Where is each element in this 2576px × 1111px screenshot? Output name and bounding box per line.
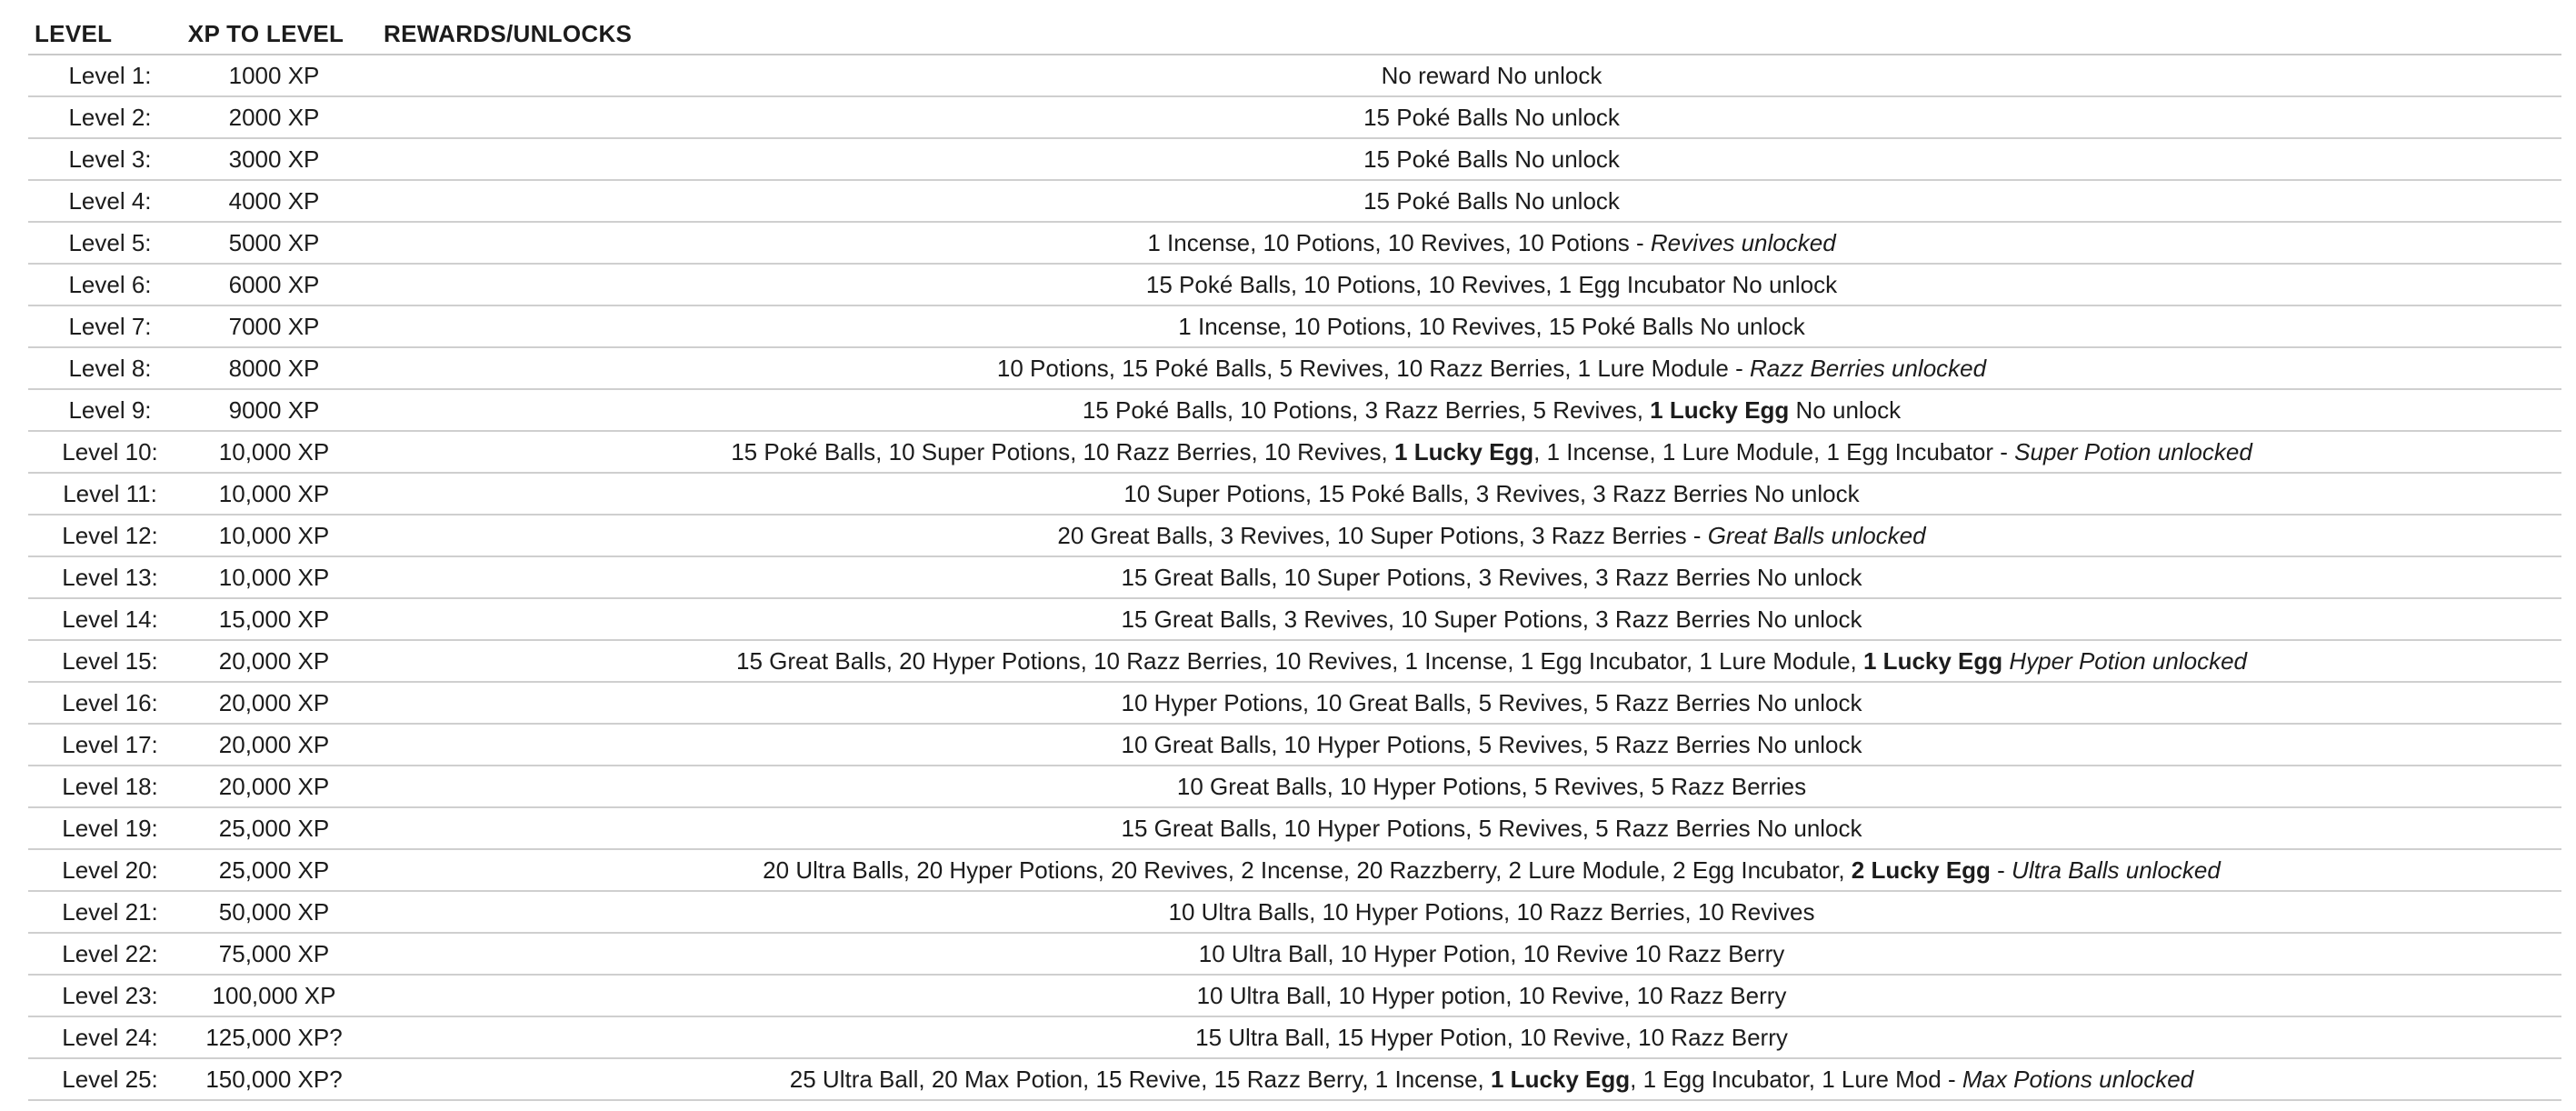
xp-cell: 1000 XP [174,55,367,96]
table-row [28,347,2561,389]
xp-cell: 125,000 XP? [174,1016,367,1058]
table-row [28,640,2561,682]
table-header [28,14,2561,55]
xp-cell: 2000 XP [174,96,367,138]
reward-highlight: 2 Lucky Egg [1851,856,1991,884]
reward-text: 25 Ultra Ball, 20 Max Potion, 15 Revive, 15 Razz Berry, 1 Incense, [789,1065,1491,1093]
reward-text: 15 Poké Balls No unlock [1363,103,1620,131]
unlock-note: Ultra Balls unlocked [2012,856,2221,884]
xp-cell: 25,000 XP [174,849,367,891]
rewards-cell [367,347,2561,389]
xp-cell: 20,000 XP [174,640,367,682]
xp-cell: 8000 XP [174,347,367,389]
rewards-cell [367,1016,2561,1058]
reward-text: 10 Hyper Potions, 10 Great Balls, 5 Revives, 5 Razz Berries No unlock [1121,688,1862,716]
reward-text: , 1 Egg Incubator, 1 Lure Mod - [1630,1065,1962,1093]
reward-highlight: 1 Lucky Egg [1863,646,2003,675]
rewards-cell [367,180,2561,222]
rewards-cell [367,305,2561,347]
rewards-cell [367,598,2561,640]
xp-cell: 100,000 XP [174,975,367,1016]
table-row [28,1016,2561,1058]
reward-text: 15 Great Balls, 3 Revives, 10 Super Potions, 3 Razz Berries No unlock [1121,605,1862,633]
table-row [28,598,2561,640]
reward-text: 15 Poké Balls No unlock [1363,186,1620,215]
unlock-note: Revives unlocked [1650,228,1836,256]
header-row [28,14,2561,55]
table-row [28,96,2561,138]
table-row [28,933,2561,975]
rewards-cell [367,766,2561,807]
unlock-note: Max Potions unlocked [1962,1065,2194,1093]
level-cell: Level 25: [28,1058,174,1100]
rewards-cell [367,473,2561,515]
reward-text: 10 Ultra Balls, 10 Hyper Potions, 10 Razz Berries, 10 Revives [1168,897,1815,926]
reward-text: 20 Ultra Balls, 20 Hyper Potions, 20 Revives, 2 Incense, 20 Razzberry, 2 Lure Module, 2 Egg Incubator, [763,856,1852,884]
table-row [28,138,2561,180]
rewards-cell [367,431,2561,473]
level-cell: Level 6: [28,264,174,305]
reward-text: 1 Incense, 10 Potions, 10 Revives, 15 Poké Balls No unlock [1178,312,1805,340]
reward-text: 15 Poké Balls, 10 Potions, 10 Revives, 1 Egg Incubator No unlock [1145,270,1838,298]
reward-highlight: 1 Lucky Egg [1491,1065,1631,1093]
xp-cell: 20,000 XP [174,724,367,766]
reward-text: , 1 Incense, 1 Lure Module, 1 Egg Incubator - [1533,437,2015,465]
reward-text: 15 Poké Balls, 10 Super Potions, 10 Razz Berries, 10 Revives, [731,437,1395,465]
level-cell: Level 21: [28,891,174,933]
reward-text: 10 Great Balls, 10 Hyper Potions, 5 Revives, 5 Razz Berries No unlock [1121,730,1862,758]
table-row [28,682,2561,724]
rewards-cell [367,891,2561,933]
xp-cell: 6000 XP [174,264,367,305]
table-row [28,305,2561,347]
table-row [28,222,2561,264]
xp-cell: 10,000 XP [174,515,367,556]
table-body [28,55,2561,1100]
table-row [28,849,2561,891]
xp-cell: 15,000 XP [174,598,367,640]
level-cell: Level 23: [28,975,174,1016]
reward-text: 10 Super Potions, 15 Poké Balls, 3 Revives, 3 Razz Berries No unlock [1123,479,1860,507]
xp-cell: 10,000 XP [174,556,367,598]
table-row [28,180,2561,222]
level-cell: Level 7: [28,305,174,347]
level-cell: Level 17: [28,724,174,766]
table-row [28,431,2561,473]
level-cell: Level 18: [28,766,174,807]
reward-text: No reward No unlock [1381,61,1603,89]
xp-cell: 9000 XP [174,389,367,431]
level-rewards-table-container [28,14,2561,1101]
xp-cell: 10,000 XP [174,431,367,473]
rewards-cell [367,849,2561,891]
table-row [28,473,2561,515]
table-row [28,389,2561,431]
level-cell: Level 5: [28,222,174,264]
rewards-cell [367,724,2561,766]
unlock-note: Great Balls unlocked [1707,521,1926,549]
level-cell: Level 10: [28,431,174,473]
reward-text: 1 Incense, 10 Potions, 10 Revives, 10 Potions - [1147,228,1651,256]
reward-text: 10 Ultra Ball, 10 Hyper potion, 10 Revive, 10 Razz Berry [1196,981,1787,1009]
header-rewards: REWARDS/UNLOCKS [367,14,2561,55]
table-row [28,556,2561,598]
rewards-cell [367,1058,2561,1100]
table-row [28,264,2561,305]
level-cell: Level 1: [28,55,174,96]
xp-cell: 3000 XP [174,138,367,180]
unlock-note: Razz Berries unlocked [1749,354,1987,382]
rewards-cell [367,389,2561,431]
reward-text: 10 Great Balls, 10 Hyper Potions, 5 Revives, 5 Razz Berries [1176,772,1807,800]
rewards-cell [367,515,2561,556]
rewards-cell [367,222,2561,264]
table-row [28,55,2561,96]
rewards-cell [367,807,2561,849]
table-row [28,724,2561,766]
table-row [28,766,2561,807]
reward-text: 20 Great Balls, 3 Revives, 10 Super Potions, 3 Razz Berries - [1057,521,1708,549]
rewards-cell [367,55,2561,96]
reward-text: 15 Poké Balls, 10 Potions, 3 Razz Berries, 5 Revives, [1082,395,1651,424]
level-cell: Level 24: [28,1016,174,1058]
rewards-cell [367,138,2561,180]
level-cell: Level 14: [28,598,174,640]
reward-text: 15 Great Balls, 20 Hyper Potions, 10 Razz Berries, 10 Revives, 1 Incense, 1 Egg Incubator, 1 Lure Module, [735,646,1863,675]
xp-cell: 150,000 XP? [174,1058,367,1100]
xp-cell: 25,000 XP [174,807,367,849]
reward-highlight: 1 Lucky Egg [1394,437,1534,465]
rewards-cell [367,933,2561,975]
reward-text: 15 Ultra Ball, 15 Hyper Potion, 10 Revive, 10 Razz Berry [1195,1023,1788,1051]
reward-text: 15 Great Balls, 10 Hyper Potions, 5 Revives, 5 Razz Berries No unlock [1121,814,1862,842]
level-rewards-table [28,14,2561,1101]
header-xp: XP TO LEVEL [174,14,367,55]
level-cell: Level 8: [28,347,174,389]
xp-cell: 20,000 XP [174,682,367,724]
level-cell: Level 16: [28,682,174,724]
rewards-cell [367,640,2561,682]
rewards-cell [367,556,2561,598]
table-row [28,807,2561,849]
level-cell: Level 15: [28,640,174,682]
level-cell: Level 20: [28,849,174,891]
reward-text: 10 Potions, 15 Poké Balls, 5 Revives, 10 Razz Berries, 1 Lure Module - [996,354,1750,382]
level-cell: Level 22: [28,933,174,975]
xp-cell: 50,000 XP [174,891,367,933]
level-cell: Level 19: [28,807,174,849]
table-row [28,1058,2561,1100]
rewards-cell [367,682,2561,724]
xp-cell: 5000 XP [174,222,367,264]
level-cell: Level 13: [28,556,174,598]
xp-cell: 10,000 XP [174,473,367,515]
table-row [28,891,2561,933]
reward-text: 10 Ultra Ball, 10 Hyper Potion, 10 Revive 10 Razz Berry [1198,939,1785,967]
level-cell: Level 4: [28,180,174,222]
unlock-note: Hyper Potion unlocked [2009,646,2247,675]
reward-text: - [1990,856,2012,884]
xp-cell: 20,000 XP [174,766,367,807]
level-cell: Level 3: [28,138,174,180]
table-row [28,975,2561,1016]
level-cell: Level 12: [28,515,174,556]
level-cell: Level 11: [28,473,174,515]
xp-cell: 4000 XP [174,180,367,222]
xp-cell: 75,000 XP [174,933,367,975]
level-cell: Level 2: [28,96,174,138]
reward-text: 15 Great Balls, 10 Super Potions, 3 Revives, 3 Razz Berries No unlock [1121,563,1862,591]
rewards-cell [367,96,2561,138]
header-level: LEVEL [28,14,174,55]
reward-text: No unlock [1789,395,1902,424]
unlock-note: Super Potion unlocked [2014,437,2252,465]
reward-text: 15 Poké Balls No unlock [1363,145,1620,173]
reward-highlight: 1 Lucky Egg [1650,395,1790,424]
xp-cell: 7000 XP [174,305,367,347]
level-cell: Level 9: [28,389,174,431]
rewards-cell [367,975,2561,1016]
table-row [28,515,2561,556]
rewards-cell [367,264,2561,305]
